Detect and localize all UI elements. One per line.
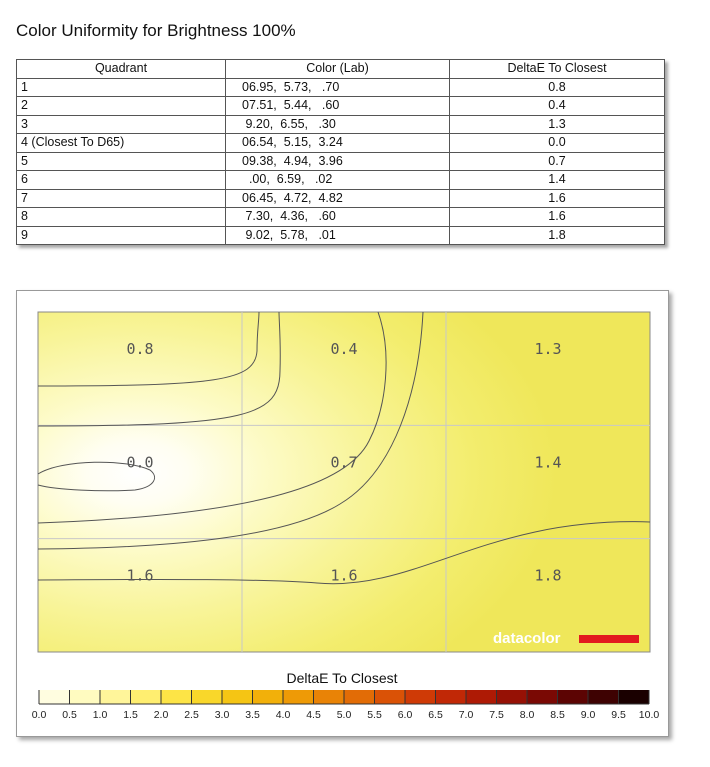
table-row <box>17 152 665 171</box>
header-delta: DeltaE To Closest <box>450 60 665 79</box>
cell-delta: 0.0 <box>450 134 665 153</box>
table-row <box>17 226 665 245</box>
scale-swatch <box>222 690 253 704</box>
scale-tick-label: 0.0 <box>31 709 47 721</box>
scale-tick-label: 4.0 <box>275 709 291 721</box>
scale-tick-label: 5.0 <box>336 709 352 721</box>
scale-swatch <box>405 690 436 704</box>
scale-title: DeltaE To Closest <box>286 670 398 686</box>
cell-delta: 0.4 <box>450 97 665 116</box>
cell-lab: 07.51, 5.44, .60 <box>226 97 450 116</box>
page-title: Color Uniformity for Brightness 100% <box>16 21 296 40</box>
cell-value-label: 1.6 <box>126 566 154 585</box>
cell-value-label: 0.7 <box>330 453 358 472</box>
header-quadrant: Quadrant <box>17 60 226 79</box>
cell-lab: 9.20, 6.55, .30 <box>226 115 450 134</box>
scale-swatch <box>70 690 101 704</box>
scale-swatch <box>100 690 131 704</box>
cell-delta: 1.8 <box>450 226 665 245</box>
scale-tick-label: 7.5 <box>489 709 504 721</box>
scale-swatch <box>39 690 70 704</box>
header-color-lab: Color (Lab) <box>226 60 450 79</box>
cell-lab: 06.54, 5.15, 3.24 <box>226 134 450 153</box>
cell-lab: 06.95, 5.73, .70 <box>226 78 450 97</box>
scale-swatch <box>161 690 192 704</box>
scale-tick-label: 10.0 <box>638 709 660 721</box>
cell-delta: 1.3 <box>450 115 665 134</box>
scale-tick-label: 9.5 <box>611 709 626 721</box>
cell-value-label: 1.3 <box>534 339 562 358</box>
table-header-row <box>17 60 665 79</box>
quadrant-table <box>16 59 665 245</box>
heatmap-background <box>38 312 650 652</box>
cell-quadrant: 2 <box>17 97 226 116</box>
scale-swatch <box>436 690 467 704</box>
scale-swatch <box>619 690 650 704</box>
table-row <box>17 189 665 208</box>
scale-tick-label: 1.5 <box>123 709 138 721</box>
cell-delta: 1.6 <box>450 208 665 227</box>
scale-swatch <box>527 690 558 704</box>
cell-value-label: 1.8 <box>534 566 562 585</box>
cell-lab: 7.30, 4.36, .60 <box>226 208 450 227</box>
cell-delta: 1.6 <box>450 189 665 208</box>
scale-tick-label: 3.0 <box>214 709 230 721</box>
table-row <box>17 208 665 227</box>
cell-lab: 06.45, 4.72, 4.82 <box>226 189 450 208</box>
cell-quadrant: 6 <box>17 171 226 190</box>
cell-delta: 0.7 <box>450 152 665 171</box>
table-row <box>17 97 665 116</box>
cell-quadrant: 7 <box>17 189 226 208</box>
scale-swatch <box>558 690 589 704</box>
scale-tick-label: 8.5 <box>550 709 565 721</box>
cell-value-label: 1.6 <box>330 566 358 585</box>
brand-text: datacolor <box>493 630 561 647</box>
scale-tick-label: 7.0 <box>458 709 474 721</box>
color-scale <box>32 690 660 721</box>
scale-tick-label: 4.5 <box>306 709 321 721</box>
scale-swatch <box>466 690 497 704</box>
cell-quadrant: 9 <box>17 226 226 245</box>
cell-quadrant: 1 <box>17 78 226 97</box>
scale-tick-label: 6.5 <box>428 709 443 721</box>
scale-swatch <box>588 690 619 704</box>
scale-swatch <box>497 690 528 704</box>
scale-swatch <box>283 690 314 704</box>
scale-tick-label: 9.0 <box>580 709 596 721</box>
scale-tick-label: 5.5 <box>367 709 382 721</box>
table-row <box>17 78 665 97</box>
scale-tick-label: 6.0 <box>397 709 413 721</box>
cell-lab: 09.38, 4.94, 3.96 <box>226 152 450 171</box>
cell-delta: 0.8 <box>450 78 665 97</box>
cell-quadrant: 8 <box>17 208 226 227</box>
scale-swatch <box>192 690 223 704</box>
scale-tick-label: 1.0 <box>92 709 108 721</box>
brand-bar <box>579 635 639 643</box>
cell-delta: 1.4 <box>450 171 665 190</box>
uniformity-heatmap <box>17 291 668 736</box>
cell-quadrant: 4 (Closest To D65) <box>17 134 226 153</box>
scale-swatch <box>131 690 162 704</box>
scale-tick-label: 8.0 <box>519 709 535 721</box>
table-row <box>17 134 665 153</box>
cell-quadrant: 5 <box>17 152 226 171</box>
cell-value-label: 1.4 <box>534 453 562 472</box>
uniformity-panel <box>16 290 669 737</box>
scale-tick-label: 3.5 <box>245 709 260 721</box>
scale-tick-label: 0.5 <box>62 709 77 721</box>
cell-lab: .00, 6.59, .02 <box>226 171 450 190</box>
scale-tick-label: 2.5 <box>184 709 199 721</box>
table-row <box>17 171 665 190</box>
cell-value-label: 0.4 <box>330 339 358 358</box>
table-row <box>17 115 665 134</box>
cell-value-label: 0.8 <box>126 339 154 358</box>
scale-swatch <box>344 690 375 704</box>
scale-swatch <box>253 690 284 704</box>
cell-lab: 9.02, 5.78, .01 <box>226 226 450 245</box>
cell-quadrant: 3 <box>17 115 226 134</box>
scale-swatch <box>314 690 345 704</box>
scale-tick-label: 2.0 <box>153 709 169 721</box>
scale-swatch <box>375 690 406 704</box>
cell-value-label: 0.0 <box>126 453 154 472</box>
